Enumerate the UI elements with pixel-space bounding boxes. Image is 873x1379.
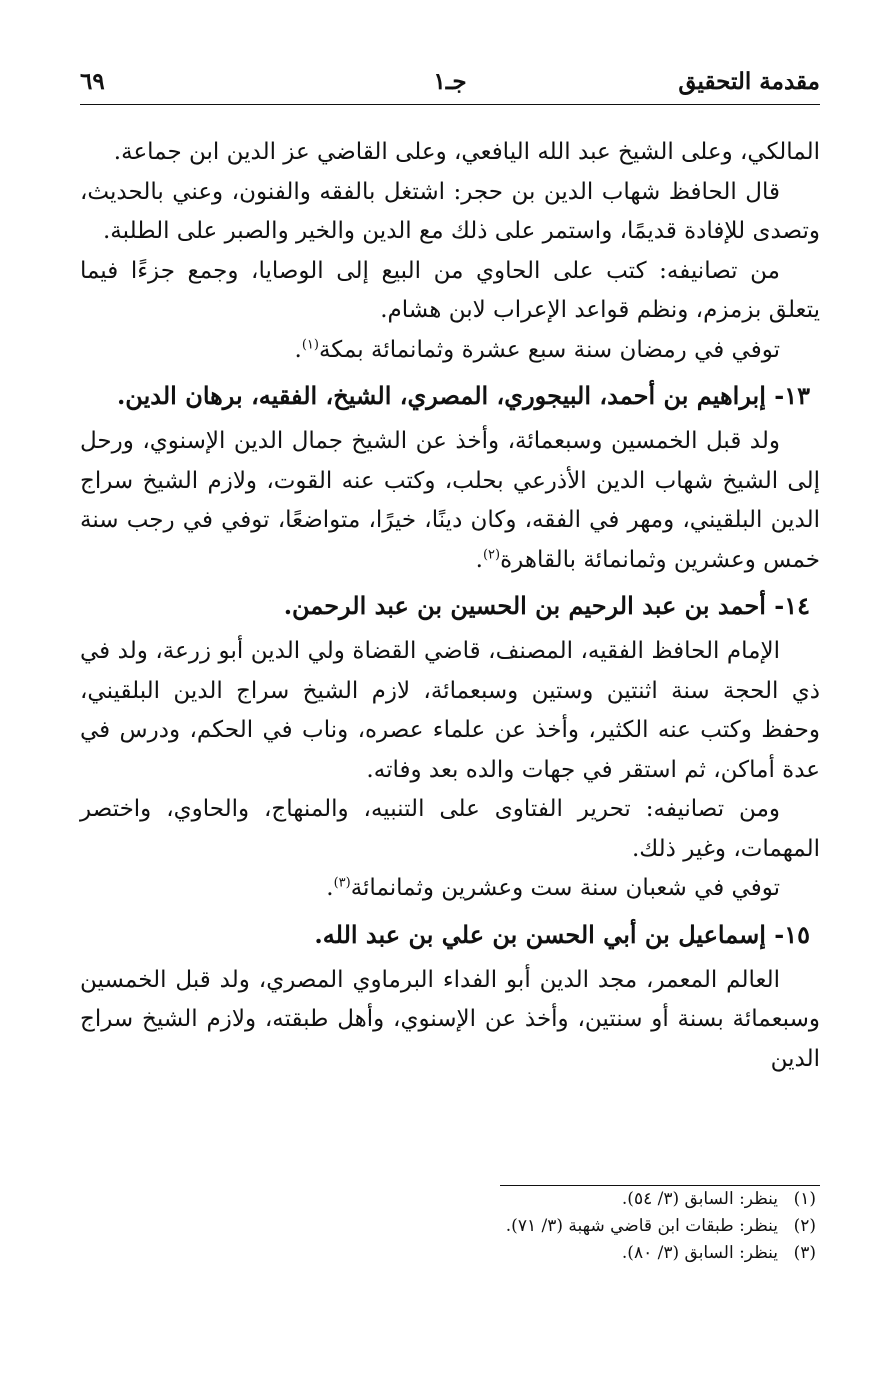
paragraph-text: توفي في رمضان سنة سبع عشرة وثمانمائة بمكة bbox=[318, 336, 780, 363]
paragraph: ومن تصانيفه: تحرير الفتاوى على التنبيه، والمنهاج، والحاوي، واختصر المهمات، وغير ذلك. bbox=[80, 796, 820, 862]
footnote-text: ينظر: السابق (٣/ ٥٤). bbox=[621, 1189, 778, 1209]
book-page bbox=[80, 60, 820, 1079]
page-header bbox=[80, 60, 820, 105]
footnote-number: (٢) bbox=[793, 1216, 816, 1236]
footnotes-section bbox=[80, 1185, 820, 1267]
footnote-mark: (٣) bbox=[333, 875, 351, 891]
paragraph: المالكي، وعلى الشيخ عبد الله اليافعي، وعلى القاضي عز الدين ابن جماعة. bbox=[113, 139, 820, 165]
biography-heading: ١٣- إبراهيم بن أحمد، البيجوري، المصري، الشيخ، الفقيه، برهان الدين. bbox=[116, 381, 810, 410]
footnote-number: (٣) bbox=[793, 1243, 816, 1263]
page-body bbox=[80, 133, 820, 1079]
paragraph: الإمام الحافظ الفقيه، المصنف، قاضي القضاة ولي الدين أبو زرعة، ولد في ذي الحجة سنة اثنتين وستين وسبعمائة، لازم الشيخ سراج الدين البلقيني، وحفظ وكتب عنه الكثير، وأخذ عن علماء عصره، وناب في الحكم، ودرس في عدة أماكن، ثم استقر في جهات والده بعد وفاته. bbox=[80, 638, 820, 783]
paragraph: قال الحافظ شهاب الدين بن حجر: اشتغل بالفقه والفنون، وعني بالحديث، وتصدى للإفادة قديمًا، واستمر على ذلك مع الدين والخير والصبر على الطلبة. bbox=[80, 178, 820, 244]
page-number: ٦٩ bbox=[80, 68, 105, 95]
paragraph: العالم المعمر، مجد الدين أبو الفداء البرماوي المصري، ولد قبل الخمسين وسبعمائة بسنة أو سنتين، وأخذ عن الإسنوي، وأهل طبقته، ولازم الشيخ سراج الدين bbox=[80, 966, 820, 1072]
running-title: مقدمة التحقيق bbox=[678, 68, 820, 95]
paragraph-text: توفي في شعبان سنة ست وعشرين وثمانمائة bbox=[350, 875, 780, 901]
sentence-end: . bbox=[326, 875, 334, 901]
paragraph bbox=[80, 422, 820, 580]
biography-heading: ١٤- أحمد بن عبد الرحيم بن الحسين بن عبد الرحمن. bbox=[283, 591, 810, 620]
paragraph bbox=[80, 869, 820, 909]
paragraph-text: ولد قبل الخمسين وسبعمائة، وأخذ عن الشيخ جمال الدين الإسنوي، ورحل إلى الشيخ شهاب الدين الأذرعي بحلب، وكتب عنه القوت، ولازم الشيخ سراج الدين البلقيني، ومهر في الفقه، وكان دينًا، خيرًا، متواضعًا، توفي في رجب سنة خمس وعشرين وثمانمائة بالقاهرة bbox=[80, 428, 820, 573]
footnote-mark: (١) bbox=[301, 336, 319, 352]
paragraph: من تصانيفه: كتب على الحاوي من البيع إلى الوصايا، وجمع جزءًا فيما يتعلق بزمزم، ونظم قواعد الإعراب لابن هشام. bbox=[80, 257, 820, 323]
footnote-text: ينظر: طبقات ابن قاضي شهبة (٣/ ٧١). bbox=[505, 1216, 778, 1236]
paragraph bbox=[80, 331, 820, 371]
footnote bbox=[80, 1186, 820, 1213]
footnote bbox=[80, 1240, 820, 1267]
footnote-number: (١) bbox=[793, 1189, 816, 1209]
volume-label: جـ١ bbox=[433, 68, 467, 95]
biography-heading: ١٥- إسماعيل بن أبي الحسن بن علي بن عبد الله. bbox=[314, 919, 810, 949]
footnote-text: ينظر: السابق (٣/ ٨٠). bbox=[621, 1243, 778, 1263]
sentence-end: . bbox=[475, 546, 483, 573]
footnote-mark: (٢) bbox=[482, 546, 501, 562]
footnote bbox=[80, 1213, 820, 1240]
sentence-end: . bbox=[294, 336, 302, 363]
